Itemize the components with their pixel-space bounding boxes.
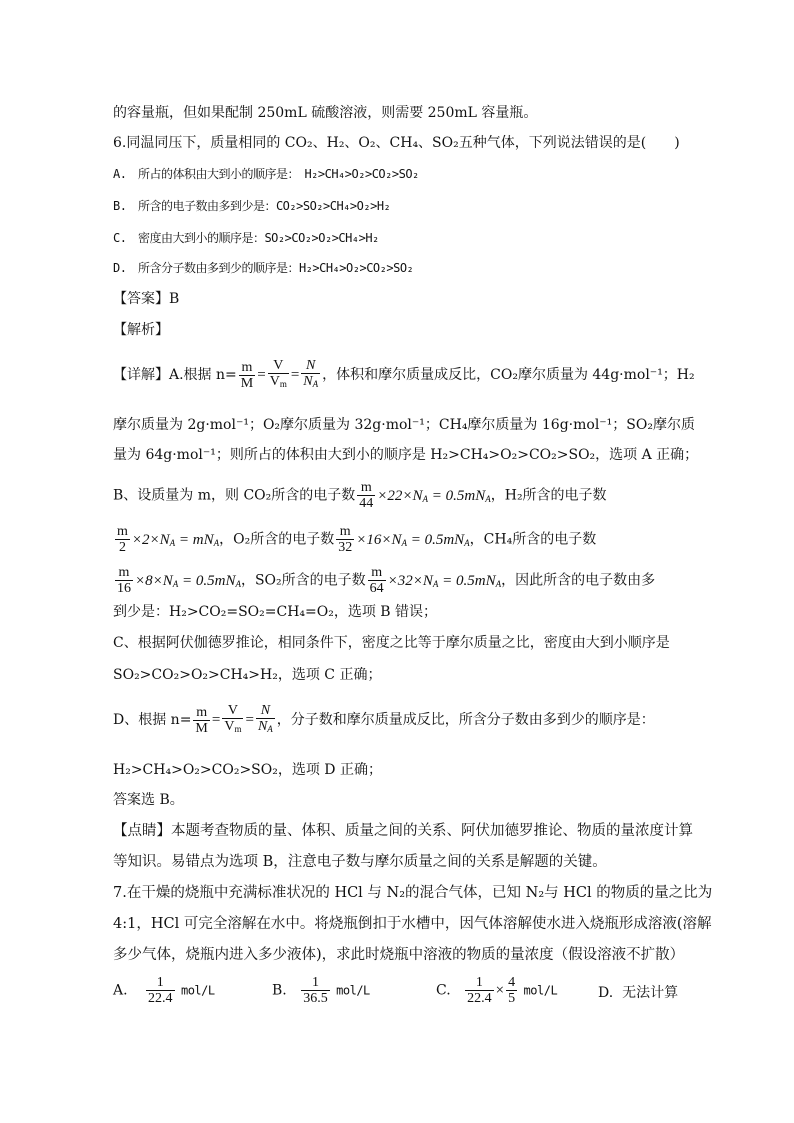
detail-b-line3: $\frac{m}{16}$ $\times 8\times N_A = 0.5mN_A$，SO₂所含的电子数 $\frac{m}{64}$ $\times 32\times N_A = 0.5mN_A$，因此所含的电子数由多 [117, 565, 656, 596]
question-7-line1: 7.在干燥的烧瓶中充满标准状况的 HCl 与 N₂的混合气体，已知 N₂与 HCl 的物质的量之比为 [113, 885, 713, 901]
q7-option-b: B. $\frac{1}{36.5}$ mol/L [272, 975, 370, 1006]
fraction-m-over-32: $\frac{m}{32}$ [338, 524, 353, 555]
tip-line1: 【点睛】本题考查物质的量、体积、质量之间的关系、阿伏加德罗推论、物质的量浓度计算 [113, 823, 693, 839]
detail-d-post: ，分子数和摩尔质量成反比，所含分子数由多到少的顺序是： [276, 712, 655, 728]
fraction-1-over-22.4: $\frac{1}{22.4}$ [148, 975, 173, 1006]
answer-label: 【答案】B [113, 291, 180, 307]
detail-a-post: ，体积和摩尔质量成反比，CO₂摩尔质量为 44g·mol⁻¹；H₂ [322, 367, 695, 383]
fraction-V-over-Vm: $\frac{V}{V_m}$ [224, 703, 242, 734]
question-7-line3: 多少气体，烧瓶内进入多少液体)，求此时烧瓶中溶液的物质的量浓度（假设溶液不扩散） [113, 947, 685, 963]
fraction-1-over-22.4: $\frac{1}{22.4}$ [467, 975, 492, 1006]
option-d: D. 所含分子数由多到少的顺序是：H₂>CH₄>O₂>CO₂>SO₂ [113, 261, 414, 275]
fraction-m-over-16: $\frac{m}{16}$ [117, 565, 131, 596]
fraction-1-over-36.5: $\frac{1}{36.5}$ [303, 975, 328, 1006]
detail-b-ch4: ，CH₄所含的电子数 [469, 531, 597, 548]
detail-d-line1: D、根据 n= $\frac{m}{M}$ = $\frac{V}{V_m}$ = $\frac{N}{N_A}$ ，分子数和摩尔质量成反比，所含分子数由多到少的顺序是： [113, 703, 655, 736]
question-7-line2: 4:1，HCl 可完全溶解在水中。将烧瓶倒扣于水槽中，因气体溶解使水进入烧瓶形成溶液(溶解 [113, 916, 712, 932]
detail-c-line2: SO₂>CO₂>O₂>CH₄>H₂，选项 C 正确； [113, 667, 382, 683]
detail-b-post: ，H₂所含的电子数 [490, 487, 607, 504]
final-answer: 答案选 B。 [113, 792, 184, 808]
option-c: C. 密度由大到小的顺序是：SO₂>CO₂>O₂>CH₄>H₂ [113, 231, 379, 245]
question-6-stem: 6.同温同压下，质量相同的 CO₂、H₂、O₂、CH₄、SO₂五种气体，下列说法错误的是( ) [113, 135, 680, 151]
detail-d-line2: H₂>CH₄>O₂>CO₂>SO₂，选项 D 正确； [113, 762, 382, 778]
fraction-m-over-M: $\frac{m}{M}$ [195, 704, 208, 736]
fraction-m-over-64: $\frac{m}{64}$ [369, 565, 384, 596]
detail-a-line2: 摩尔质量为 2g·mol⁻¹；O₂摩尔质量为 32g·mol⁻¹；CH₄摩尔质量为 16g·mol⁻¹；SO₂摩尔质 [113, 417, 695, 433]
fraction-m-over-2: $\frac{m}{2}$ [117, 524, 128, 555]
option-b: B. 所含的电子数由多到少是：CO₂>SO₂>CH₄>O₂>H₂ [113, 199, 391, 213]
detail-b-line4: 到少是：H₂>CO₂=SO₂=CH₄=O₂，选项 B 错误； [113, 604, 438, 620]
option-a: A. 所占的体积由大到小的顺序是： H₂>CH₄>O₂>CO₂>SO₂ [113, 167, 419, 181]
detail-d-pre: D、根据 n= [113, 712, 192, 728]
detail-a-line1: 【详解】A.根据 n= $\frac{m}{M}$ = $\frac{V}{V_m}$ = $\frac{N}{N_A}$ ，体积和摩尔质量成反比，CO₂摩尔质量为 44g·mol⁻¹；H₂ [113, 358, 695, 391]
fraction-4-over-5: $\frac{4}{5}$ [508, 975, 516, 1006]
tip-line2: 等知识。易错点为选项 B，注意电子数与摩尔质量之间的关系是解题的关键。 [113, 854, 607, 870]
detail-b-o2: ，O₂所含的电子数 [219, 531, 335, 548]
detail-b-pre: B、设质量为 m，则 CO₂所含的电子数 [113, 487, 356, 504]
detail-a-line3: 量为 64g·mol⁻¹；则所占的体积由大到小的顺序是 H₂>CH₄>O₂>CO₂>SO₂，选项 A 正确； [113, 447, 699, 463]
q7-option-a: A. $\frac{1}{22.4}$ mol/L [113, 975, 215, 1006]
detail-b-line1: B、设质量为 m，则 CO₂所含的电子数 $\frac{m}{44}$ $\times 22\times N_A = 0.5mN_A$，H₂所含的电子数 [113, 480, 607, 511]
detail-c-line1: C、根据阿伏伽德罗推论，相同条件下，密度之比等于摩尔质量之比，密度由大到小顺序是 [113, 635, 670, 651]
fraction-m-over-M: $\frac{m}{M}$ [240, 359, 254, 391]
q7-option-d: D. 无法计算 [598, 985, 679, 1001]
detail-b-so2: ，SO₂所含的电子数 [240, 572, 366, 589]
detail-b-line2: $\frac{m}{2}$ $\times 2\times N_A = mN_A$，O₂所含的电子数 $\frac{m}{32}$ $\times 16\times N_A = 0.5mN_A$，CH₄所含的电子数 [117, 524, 597, 555]
detail-a-pre: 【详解】A.根据 n= [113, 367, 237, 383]
analysis-label: 【解析】 [113, 322, 169, 338]
text-line: 的容量瓶，但如果配制 250mL 硫酸溶液，则需要 250mL 容量瓶。 [113, 105, 538, 121]
fraction-V-over-Vm: $\frac{V}{V_m}$ [269, 358, 287, 389]
fraction-m-over-44: $\frac{m}{44}$ [359, 480, 374, 511]
fraction-N-over-NA: $\frac{N}{N_A}$ [257, 703, 273, 734]
detail-b-conclusion: ，因此所含的电子数由多 [501, 572, 656, 589]
q7-option-c: C. $\frac{1}{22.4}$ × $\frac{4}{5}$ mol/L [436, 975, 558, 1006]
fraction-N-over-NA: $\frac{N}{N_A}$ [303, 358, 319, 389]
